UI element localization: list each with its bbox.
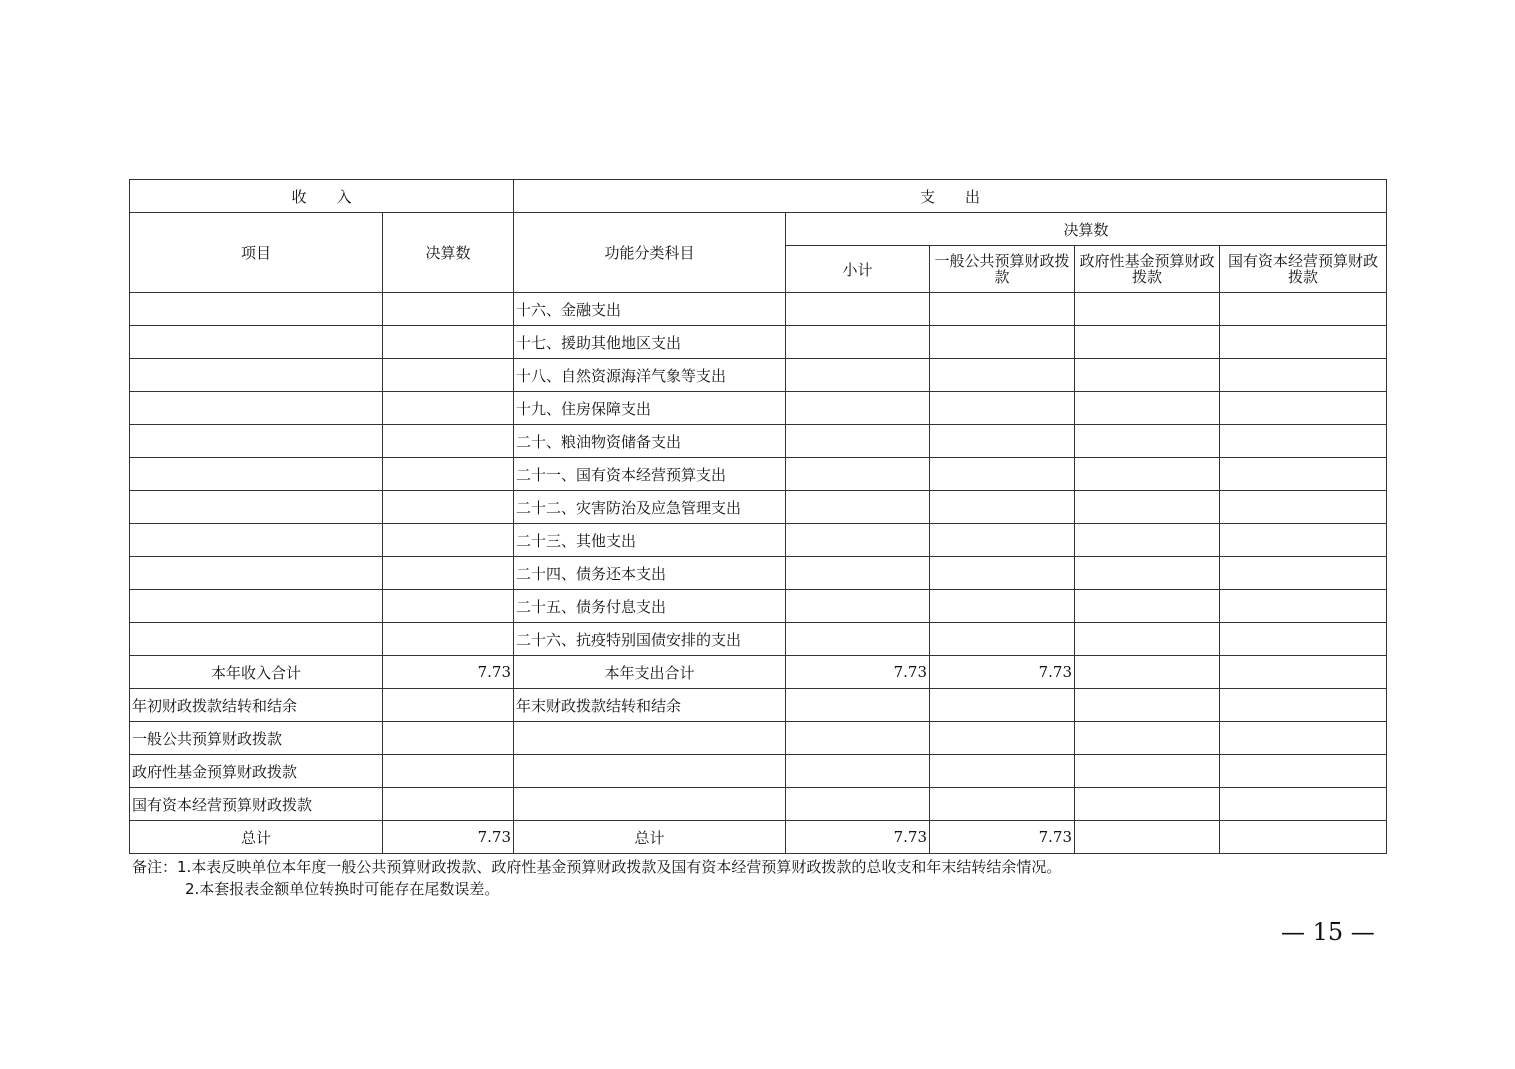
cell-subtotal [786, 326, 930, 359]
carryover-row [130, 689, 1387, 722]
cell-subtotal [786, 458, 930, 491]
cell-state [1220, 392, 1387, 425]
carryover-function: 年末财政拨款结转和结余 [514, 689, 786, 722]
carryover-item: 年初财政拨款结转和结余 [130, 689, 383, 722]
cell-subtotal [786, 590, 930, 623]
page-number: — 15 — [1281, 918, 1375, 946]
col-header-state: 国有资本经营预算财政拨款 [1220, 246, 1387, 293]
year-expense-subtotal: 7.73 [786, 656, 930, 689]
cell-state [1220, 326, 1387, 359]
carryover-item: 国有资本经营预算财政拨款 [130, 788, 383, 821]
table-row [130, 557, 1387, 590]
carryover-function [514, 755, 786, 788]
note-line-2: 2.本套报表金额单位转换时可能存在尾数误差。 [185, 880, 500, 898]
carryover-row [130, 755, 1387, 788]
cell-fund [1075, 557, 1220, 590]
grand-total-income-value: 7.73 [383, 821, 514, 854]
cell-income [383, 458, 514, 491]
table-row [130, 524, 1387, 557]
cell-item [130, 359, 383, 392]
cell-fund [1075, 458, 1220, 491]
cell-income [383, 557, 514, 590]
table-notes [132, 856, 1061, 900]
cell-subtotal [786, 425, 930, 458]
cell-subtotal [786, 392, 930, 425]
cell-fund [1075, 524, 1220, 557]
cell-item [130, 326, 383, 359]
year-income-total-label: 本年收入合计 [130, 656, 383, 689]
cell-subtotal [786, 557, 930, 590]
col-header-function: 功能分类科目 [514, 213, 786, 293]
table-row [130, 326, 1387, 359]
cell-fund [1075, 359, 1220, 392]
cell-function: 二十四、债务还本支出 [514, 557, 786, 590]
cell-fund [1075, 491, 1220, 524]
cell-fund [1075, 425, 1220, 458]
table-row [130, 392, 1387, 425]
cell-function: 十八、自然资源海洋气象等支出 [514, 359, 786, 392]
cell-income [383, 293, 514, 326]
cell-subtotal [786, 623, 930, 656]
cell-income [383, 623, 514, 656]
cell-state [1220, 590, 1387, 623]
table-row [130, 359, 1387, 392]
carryover-row [130, 788, 1387, 821]
cell-item [130, 392, 383, 425]
col-header-item: 项目 [130, 213, 383, 293]
grand-total-state [1220, 821, 1387, 854]
col-header-subtotal: 小计 [786, 246, 930, 293]
cell-item [130, 293, 383, 326]
cell-subtotal [786, 293, 930, 326]
cell-state [1220, 623, 1387, 656]
carryover-row [130, 722, 1387, 755]
cell-function: 二十、粮油物资储备支出 [514, 425, 786, 458]
year-total-row [130, 656, 1387, 689]
cell-fund [1075, 623, 1220, 656]
table-row [130, 425, 1387, 458]
cell-income [383, 425, 514, 458]
cell-fund [1075, 590, 1220, 623]
cell-item [130, 425, 383, 458]
cell-state [1220, 491, 1387, 524]
cell-item [130, 524, 383, 557]
cell-state [1220, 425, 1387, 458]
carryover-function [514, 788, 786, 821]
cell-income [383, 524, 514, 557]
table-row [130, 623, 1387, 656]
cell-fund [1075, 326, 1220, 359]
cell-general [930, 392, 1075, 425]
cell-state [1220, 359, 1387, 392]
carryover-item: 一般公共预算财政拨款 [130, 722, 383, 755]
grand-total-income-label: 总计 [130, 821, 383, 854]
cell-state [1220, 557, 1387, 590]
cell-function: 二十五、债务付息支出 [514, 590, 786, 623]
cell-general [930, 590, 1075, 623]
cell-state [1220, 458, 1387, 491]
expense-header: 支 出 [514, 180, 1387, 213]
grand-total-fund [1075, 821, 1220, 854]
cell-income [383, 359, 514, 392]
carryover-item: 政府性基金预算财政拨款 [130, 755, 383, 788]
cell-function: 二十一、国有资本经营预算支出 [514, 458, 786, 491]
cell-general [930, 623, 1075, 656]
cell-function: 十九、住房保障支出 [514, 392, 786, 425]
year-expense-state [1220, 656, 1387, 689]
income-header: 收 入 [130, 180, 514, 213]
cell-function: 二十六、抗疫特别国债安排的支出 [514, 623, 786, 656]
cell-fund [1075, 392, 1220, 425]
financial-appropriation-table [129, 179, 1387, 854]
year-expense-general: 7.73 [930, 656, 1075, 689]
cell-item [130, 590, 383, 623]
cell-income [383, 392, 514, 425]
cell-function: 二十二、灾害防治及应急管理支出 [514, 491, 786, 524]
col-header-fund: 政府性基金预算财政拨款 [1075, 246, 1220, 293]
cell-income [383, 491, 514, 524]
note-line-1: 备注：1.本表反映单位本年度一般公共预算财政拨款、政府性基金预算财政拨款及国有资本经营预算财政拨款的总收支和年末结转结余情况。 [132, 858, 1062, 876]
cell-item [130, 491, 383, 524]
carryover-function [514, 722, 786, 755]
grand-total-expense-label: 总计 [514, 821, 786, 854]
cell-function: 十七、援助其他地区支出 [514, 326, 786, 359]
cell-income [383, 326, 514, 359]
cell-general [930, 359, 1075, 392]
cell-general [930, 425, 1075, 458]
col-header-final-group: 决算数 [786, 213, 1387, 246]
cell-general [930, 491, 1075, 524]
cell-income [383, 590, 514, 623]
cell-general [930, 458, 1075, 491]
cell-function: 十六、金融支出 [514, 293, 786, 326]
cell-general [930, 524, 1075, 557]
cell-state [1220, 293, 1387, 326]
cell-item [130, 557, 383, 590]
year-expense-fund [1075, 656, 1220, 689]
table-row [130, 491, 1387, 524]
cell-subtotal [786, 524, 930, 557]
cell-state [1220, 524, 1387, 557]
col-header-income-final: 决算数 [383, 213, 514, 293]
year-income-total-value: 7.73 [383, 656, 514, 689]
grand-total-row [130, 821, 1387, 854]
cell-subtotal [786, 359, 930, 392]
table-row [130, 458, 1387, 491]
cell-item [130, 458, 383, 491]
table-row [130, 590, 1387, 623]
cell-item [130, 623, 383, 656]
grand-total-general: 7.73 [930, 821, 1075, 854]
cell-subtotal [786, 491, 930, 524]
grand-total-subtotal: 7.73 [786, 821, 930, 854]
cell-general [930, 557, 1075, 590]
year-expense-total-label: 本年支出合计 [514, 656, 786, 689]
col-header-general: 一般公共预算财政拨款 [930, 246, 1075, 293]
cell-fund [1075, 293, 1220, 326]
cell-function: 二十三、其他支出 [514, 524, 786, 557]
table-row [130, 293, 1387, 326]
cell-general [930, 326, 1075, 359]
cell-general [930, 293, 1075, 326]
